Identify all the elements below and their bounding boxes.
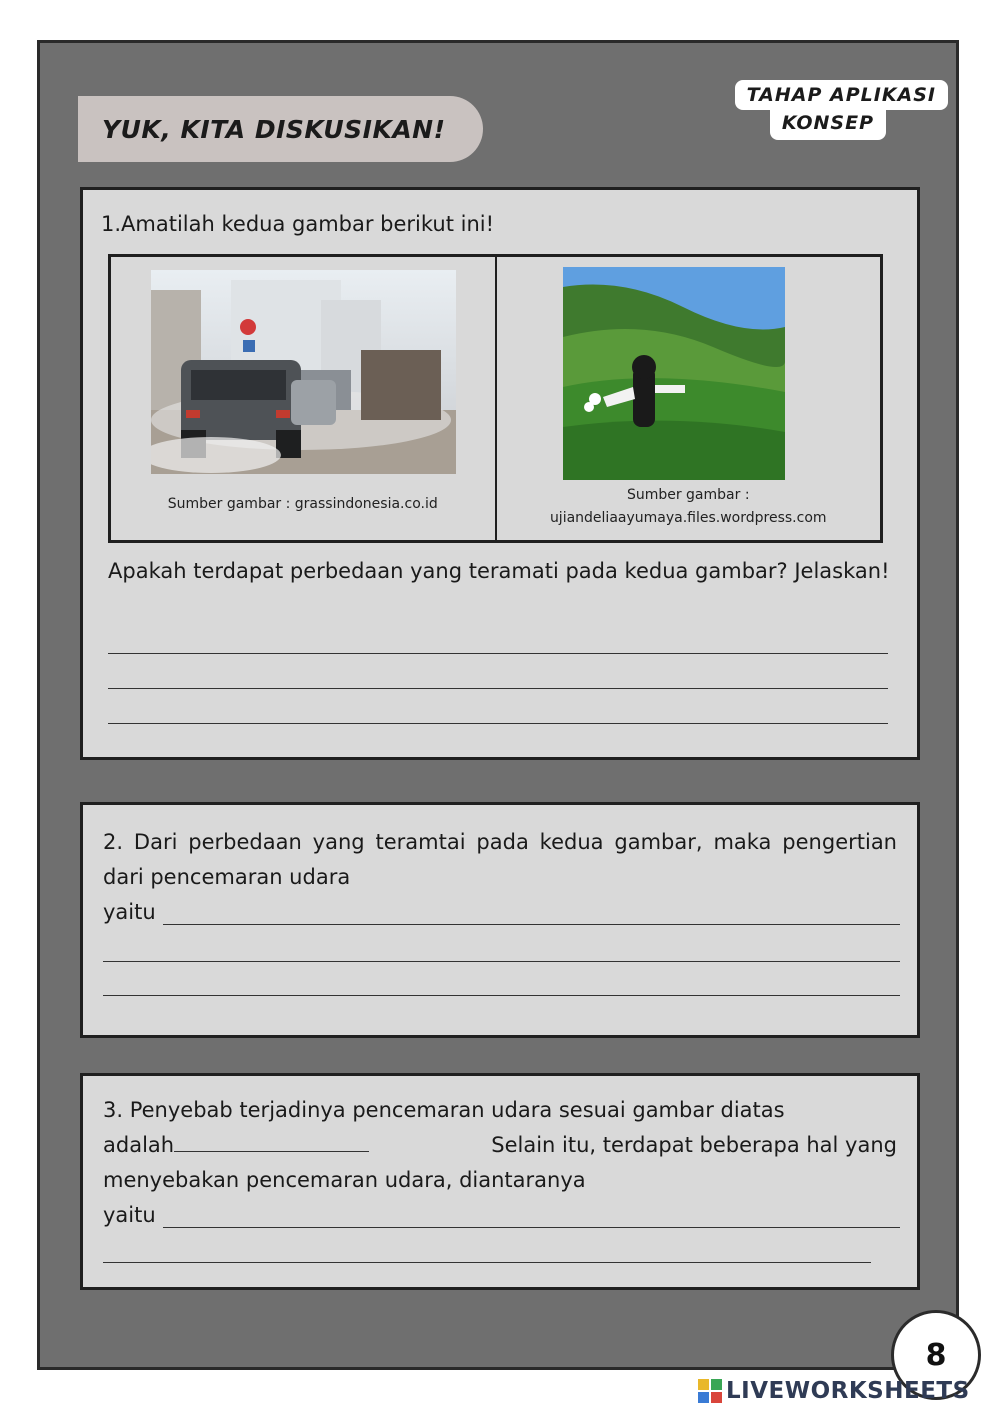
image-left-caption: Sumber gambar : grassindonesia.co.id bbox=[167, 496, 438, 512]
question-3-line2 bbox=[103, 1128, 897, 1163]
image-right-caption-line2: ujiandeliaayumaya.files.wordpress.com bbox=[549, 510, 827, 526]
question-2-lead: yaitu bbox=[103, 900, 156, 924]
liveworksheets-logo-icon bbox=[698, 1379, 722, 1403]
question-1-panel bbox=[80, 187, 920, 760]
image-right-caption-line1: Sumber gambar : bbox=[626, 487, 750, 503]
watermark-text: LIVEWORKSHEETS bbox=[726, 1378, 970, 1404]
question-3-line1: 3. Penyebab terjadinya pencemaran udara sesuai gambar diatas bbox=[103, 1098, 785, 1122]
question-3-panel bbox=[80, 1073, 920, 1290]
answer-line-1[interactable] bbox=[108, 653, 888, 654]
image-cell-clean-air bbox=[495, 257, 881, 540]
stage-label bbox=[735, 80, 948, 140]
answer-blank-adalah[interactable] bbox=[174, 1129, 369, 1152]
section-heading: YUK, KITA DISKUSIKAN! bbox=[78, 96, 483, 162]
question-2-main: 2. Dari perbedaan yang teramtai pada kedua gambar, maka pengertian dari pencemaran udara bbox=[103, 830, 897, 889]
stage-label-line2: KONSEP bbox=[770, 110, 886, 140]
image-cell-pollution bbox=[111, 257, 495, 540]
page-number: 8 bbox=[891, 1310, 981, 1400]
question-1-text: Apakah terdapat perbedaan yang teramati pada kedua gambar? Jelaskan! bbox=[108, 559, 890, 583]
answer-line-3-1[interactable] bbox=[163, 1227, 900, 1228]
watermark bbox=[698, 1378, 970, 1404]
traffic-smog-photo bbox=[151, 270, 456, 474]
answer-line-2[interactable] bbox=[108, 688, 888, 689]
answer-line-2-3[interactable] bbox=[103, 995, 900, 996]
question-2-text bbox=[103, 825, 897, 895]
question-3-adalah: adalah bbox=[103, 1133, 175, 1157]
image-comparison-table bbox=[108, 254, 883, 543]
question-3-yaitu: yaitu bbox=[103, 1203, 156, 1227]
tea-field-photo bbox=[563, 267, 785, 480]
question-3-selain: Selain itu, terdapat beberapa hal yang bbox=[491, 1133, 897, 1157]
answer-line-2-2[interactable] bbox=[103, 961, 900, 962]
answer-line-2-1[interactable] bbox=[163, 924, 900, 925]
question-1-prompt: 1.Amatilah kedua gambar berikut ini! bbox=[101, 212, 495, 236]
answer-line-3[interactable] bbox=[108, 723, 888, 724]
question-2-panel bbox=[80, 802, 920, 1038]
question-3-line3: menyebakan pencemaran udara, diantaranya bbox=[103, 1168, 586, 1192]
stage-label-line1: TAHAP APLIKASI bbox=[735, 80, 948, 110]
answer-line-3-2[interactable] bbox=[103, 1262, 871, 1263]
